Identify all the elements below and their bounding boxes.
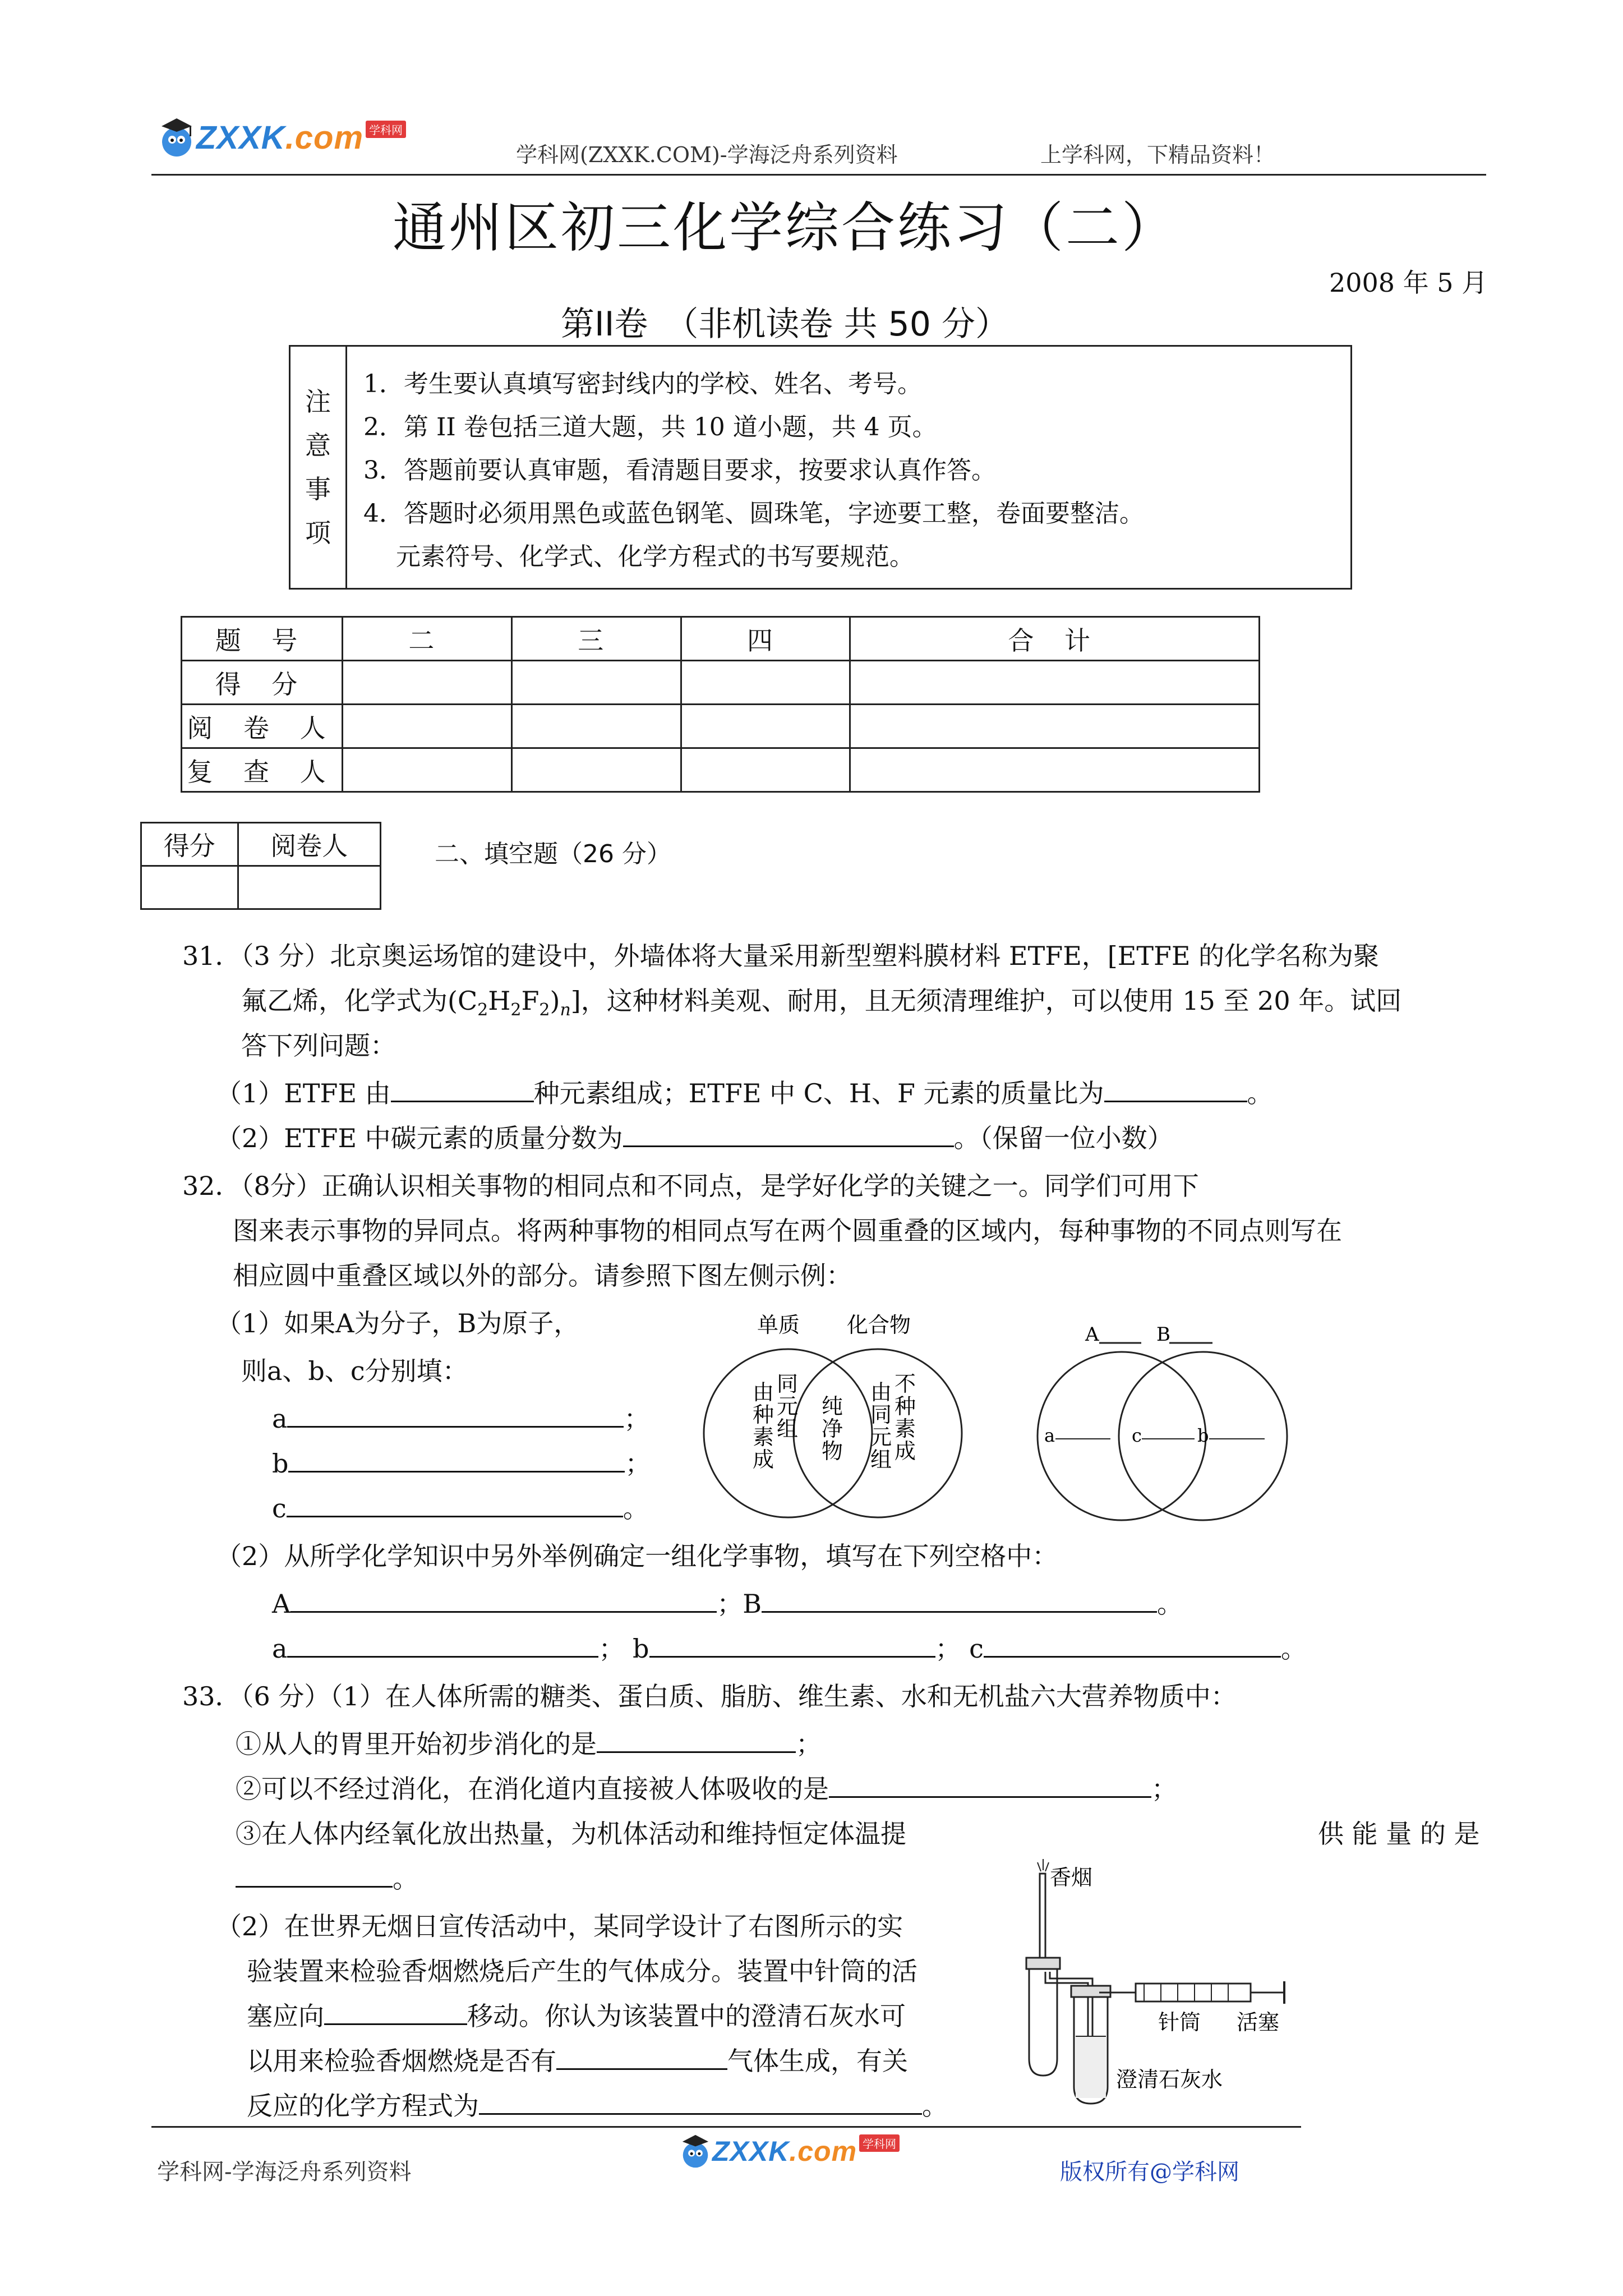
answer-blank[interactable] [287, 1493, 623, 1517]
page-title: 通州区初三化学综合练习（二） [393, 196, 1178, 259]
venn-example-diagram [690, 1301, 981, 1526]
answer-blank[interactable] [1104, 1078, 1247, 1102]
answer-blank[interactable] [762, 1589, 1157, 1613]
venn-answer-diagram [1032, 1324, 1295, 1526]
svg-text:同: 同 [870, 1402, 892, 1427]
svg-text:不: 不 [895, 1372, 916, 1396]
table-row: 得 分 [182, 661, 1260, 705]
answer-blank[interactable] [479, 2091, 922, 2115]
q32-b-line: b ； [272, 1448, 651, 1479]
q33-part2-line2: 验装置来检验香烟燃烧后产生的气体成分。装置中针筒的活 [247, 1956, 917, 1986]
footer-logo[interactable] [679, 2132, 900, 2171]
answer-blank[interactable] [649, 1634, 935, 1658]
section-title: 二、填空题（26 分） [435, 840, 671, 868]
notice-item: 2．第 II 卷包括三道大题，共 10 道小题，共 4 页。 [363, 413, 937, 441]
notice-item: 1．考生要认真填写密封线内的学校、姓名、考号。 [363, 370, 922, 398]
svg-text:组: 组 [777, 1416, 799, 1441]
q33-item1: ①从人的胃里开始初步消化的是 ； [236, 1729, 822, 1759]
footer-right: 版权所有@学科网 [1060, 2159, 1239, 2185]
q32-line2: 图来表示事物的异同点。将两种事物的相同点写在两个圆重叠的区域内，每种事物的不同点则写在 [233, 1216, 1342, 1246]
svg-text:c: c [1132, 1425, 1142, 1446]
venn2-B-label: B [1156, 1324, 1170, 1346]
label-syringe: 针筒 [1158, 2010, 1201, 2035]
svg-text:组: 组 [870, 1447, 892, 1472]
q31-part1: （1）ETFE 由 种元素组成；ETFE 中 C、H、F 元素的质量比为 。 [216, 1078, 1273, 1108]
logo-text: ZXXK.com [712, 2136, 857, 2167]
svg-text:元: 元 [870, 1425, 892, 1450]
notice-item: 元素符号、化学式、化学方程式的书写要规范。 [363, 542, 914, 571]
svg-text:成: 成 [753, 1447, 774, 1472]
header-rule [151, 174, 1486, 176]
answer-blank[interactable] [597, 1729, 796, 1753]
q32-part2-line1: （2）从所学化学知识中另外举例确定一组化学事物，填写在下列空格中： [216, 1541, 1058, 1571]
q33-line1: 33．（6 分）（1）在人体所需的糖类、蛋白质、脂肪、维生素、水和无机盐六大营养物质中： [182, 1681, 1237, 1711]
q32-abc-line: a ； b ； c 。 [272, 1634, 1307, 1664]
answer-blank[interactable] [391, 1078, 534, 1102]
q32-part1-line1: （1）如果A为分子，B为原子， [216, 1308, 580, 1338]
q33-item3-blank: 。 [236, 1860, 418, 1898]
logo-text: ZXXK.com [196, 119, 364, 156]
q32-AB-line: A ；B 。 [272, 1589, 1183, 1619]
table-row: 阅 卷 人 [182, 705, 1260, 748]
mascot-icon [157, 115, 196, 160]
venn1-left-title: 单质 [757, 1313, 800, 1337]
q31-line2: 氟乙烯，化学式为$(C_2H_2F_2)_n$]，这种材料美观、耐用，且无须清理维护，可以使用 15 至 20 年。试回 [241, 986, 1402, 1020]
logo-badge: 学科网 [366, 121, 406, 138]
svg-text:成: 成 [895, 1439, 916, 1464]
notice-side-label: 注 意 事 项 [291, 347, 347, 588]
table-row: 复 查 人 [182, 748, 1260, 792]
logo-badge: 学科网 [859, 2134, 900, 2152]
q32-line1: 32．（8分）正确认识相关事物的相同点和不同点，是学好化学的关键之一。同学们可用下 [182, 1171, 1199, 1201]
answer-blank[interactable] [287, 1404, 624, 1428]
q33-part2-line1: （2）在世界无烟日宣传活动中，某同学设计了右图所示的实 [216, 1911, 903, 1941]
section-score-table: 得分 阅卷人 [140, 822, 381, 910]
answer-blank[interactable] [287, 1634, 598, 1658]
q33-item3-tail: 供 能 量 的 是 [1318, 1819, 1480, 1849]
score-table [181, 616, 1260, 793]
notice-box [289, 345, 1352, 590]
notice-item: 3．答题前要认真审题，看清题目要求，按要求认真作答。 [363, 456, 996, 485]
q31-part2: （2）ETFE 中碳元素的质量分数为 。（保留一位小数） [216, 1123, 1173, 1153]
svg-text:同: 同 [777, 1372, 799, 1396]
q32-c-line: c 。 [272, 1493, 649, 1524]
q33-part2-line3: 塞应向 移动。你认为该装置中的澄清石灰水可 [247, 2001, 906, 2031]
answer-blank[interactable] [291, 1589, 717, 1613]
answer-blank[interactable] [829, 1774, 1151, 1798]
svg-text:元: 元 [777, 1394, 799, 1419]
q32-line3: 相应圆中重叠区域以外的部分。请参照下图左侧示例： [233, 1260, 852, 1291]
svg-text:b: b [1197, 1425, 1209, 1446]
q31-line1: 31．（3 分）北京奥运场馆的建设中，外墙体将大量采用新型塑料膜材料 ETFE，[ETFE 的化学名称为聚 [182, 941, 1380, 971]
footer-left: 学科网-学海泛舟系列资料 [157, 2159, 412, 2185]
header-site-text: 学科网(ZXXK.COM)-学海泛舟系列资料 [516, 142, 898, 167]
q33-part2-line4: 以用来检验香烟燃烧是否有 气体生成，有关 [247, 2046, 908, 2076]
footer-rule [151, 2126, 1301, 2128]
answer-blank[interactable] [984, 1634, 1281, 1658]
q32-a-line: a ； [272, 1404, 650, 1434]
header-slogan: 上学科网，下精品资料！ [1040, 142, 1275, 167]
notice-item: 4．答题时必须用黑色或蓝色钢笔、圆珠笔，字迹要工整，卷面要整洁。 [363, 499, 1144, 528]
answer-blank[interactable] [324, 2001, 467, 2025]
venn2-A-label: A [1085, 1324, 1099, 1346]
svg-text:物: 物 [822, 1439, 843, 1464]
label-cigarette: 香烟 [1050, 1865, 1093, 1890]
notice-items [363, 362, 1144, 578]
answer-blank[interactable] [288, 1448, 625, 1473]
mascot-icon [679, 2132, 712, 2171]
q32-part1-line2: 则a、b、c分别填： [241, 1356, 468, 1386]
svg-text:由: 由 [870, 1380, 892, 1405]
volume-title: 第II卷 （非机读卷 共 50 分） [561, 305, 1009, 344]
svg-text:种: 种 [753, 1402, 774, 1427]
q31-line3: 答下列问题： [241, 1030, 396, 1061]
q33-part2-line5: 反应的化学方程式为 。 [247, 2091, 948, 2121]
svg-text:素: 素 [895, 1416, 916, 1441]
answer-blank[interactable] [236, 1864, 393, 1888]
exam-date: 2008 年 5 月 [1329, 268, 1488, 298]
svg-text:a: a [1044, 1425, 1055, 1446]
answer-blank[interactable] [623, 1123, 954, 1147]
score-table-header: 题 号 二 三 四 合 计 [182, 617, 1260, 661]
svg-text:种: 种 [895, 1394, 916, 1419]
q33-item3: ③在人体内经氧化放出热量，为机体活动和维持恒定体温提 [236, 1819, 906, 1849]
svg-text:由: 由 [753, 1380, 774, 1405]
apparatus-diagram [1015, 1851, 1329, 2115]
venn1-right-title: 化合物 [847, 1313, 911, 1337]
header-logo[interactable] [157, 115, 406, 160]
label-plunger: 活塞 [1237, 2010, 1280, 2035]
q33-item2: ②可以不经过消化，在消化道内直接被人体吸收的是 ； [236, 1774, 1177, 1804]
svg-text:纯: 纯 [822, 1394, 843, 1419]
answer-blank[interactable] [556, 2046, 727, 2070]
svg-text:净: 净 [822, 1416, 843, 1441]
label-limewater: 澄清石灰水 [1116, 2067, 1223, 2092]
svg-text:素: 素 [753, 1425, 774, 1450]
